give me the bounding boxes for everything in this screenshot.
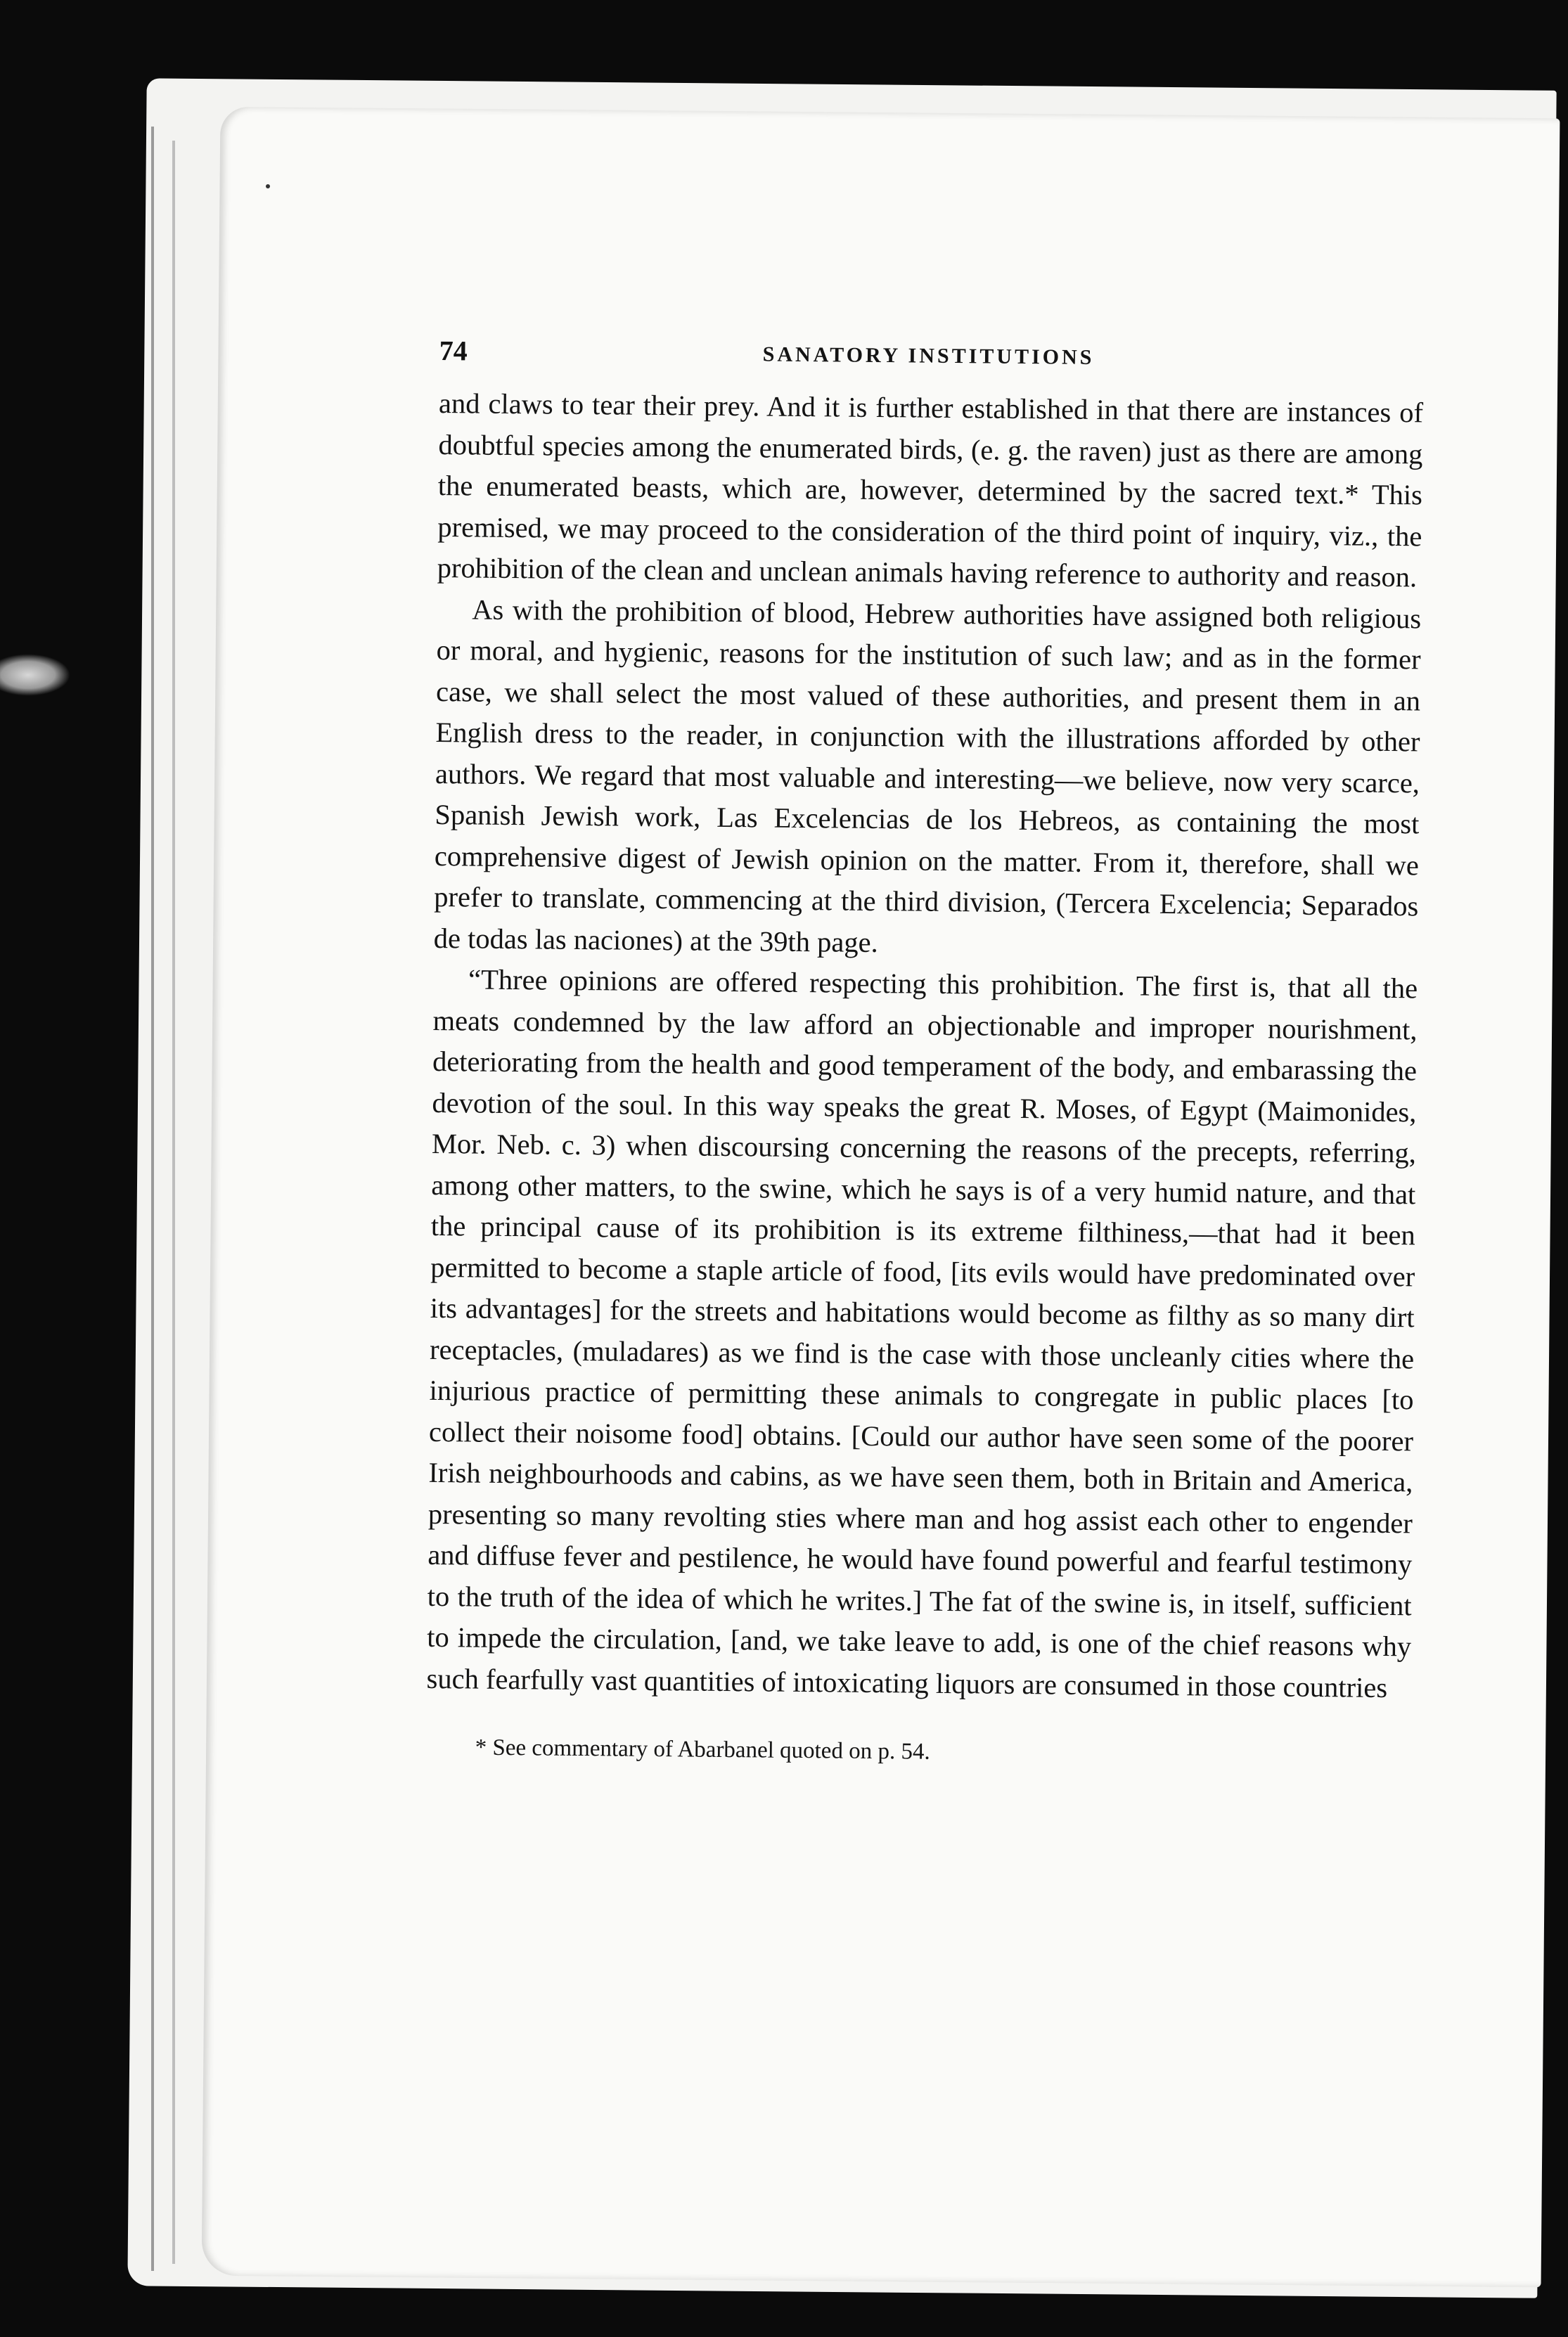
page-number: 74 <box>439 334 468 367</box>
footnote: * See commentary of Abarbanel quoted on p. 54. <box>475 1734 930 1765</box>
page-content <box>426 334 1424 1770</box>
torn-paper-fragment <box>0 654 70 696</box>
page-edge-line <box>172 141 203 2264</box>
paragraph: and claws to tear their prey. And it is further established in that there are instances of doubtful species among the enumerated birds, (e. g. the raven) just as there are among the enumerated beasts, which are, however, determined by the sacred text.* This premised, we may proceed to the consideration of the third point of inquiry, viz., the prohibition of the clean and unclean animals having reference to authority and reason. <box>437 387 1424 593</box>
running-title: SANATORY INSTITUTIONS <box>762 342 1095 369</box>
paragraph: “Three opinions are offered respecting this prohibition. The first is, that all the meats condemned by the law afford an objectionable and improper nourishment, deteriorating from the health and good temperament of the body, and embarassing the devotion of the soul. In this way speaks the great R. Moses, of Egypt (Maimonides, Mor. Neb. c. 3) when discoursing concerning the reasons of the precepts, referring, among other matters, to the swine, which he says is of a very humid nature, and that the principal cause of its prohibition is its extreme filthiness,—that had it been permitted to become a staple article of food, [its evils would have predominated over its advantages] for the streets and habitations would become as filthy as so many dirt receptacles, (muladares) as we find is the case with those uncleanly cities where the injurious practice of permitting these animals to congregate in public places [to collect their noisome food] obtains. [Could our author have seen some of the poorer Irish neighbourhoods and cabins, as we have seen them, both in Britain and America, presenting so many revolting sties where man and hog assist each other to engender and diffuse fever and pestilence, he would have found powerful and fearful testimony to the truth of the idea of which he writes.] The fat of the swine is, in itself, sufficient to impede the circulation, [and, we take leave to add, is one of the chief reasons why such fearfully vast quantities of intoxicating liquors are consumed in those countries <box>426 963 1418 1704</box>
speck <box>266 184 270 188</box>
body-text <box>426 383 1423 1708</box>
running-head <box>439 334 1424 385</box>
paragraph: As with the prohibition of blood, Hebrew authorities have assigned both religious or moral, and hygienic, reasons for the institution of such law; and as in the former case, we shall select the most valued of these authorities, and present them in an English dress to the reader, in conjunction with the illustrations afforded by other authors. We regard that most valuable and interesting—we believe, now very scarce, Spanish Jewish work, Las Excelencias de los Hebreos, as containing the most comprehensive digest of Jewish opinion on the matter. From it, therefore, shall we prefer to translate, commencing at the third division, (Tercera Excelencia; Separados de todas las naciones) at the 39th page. <box>433 593 1422 958</box>
